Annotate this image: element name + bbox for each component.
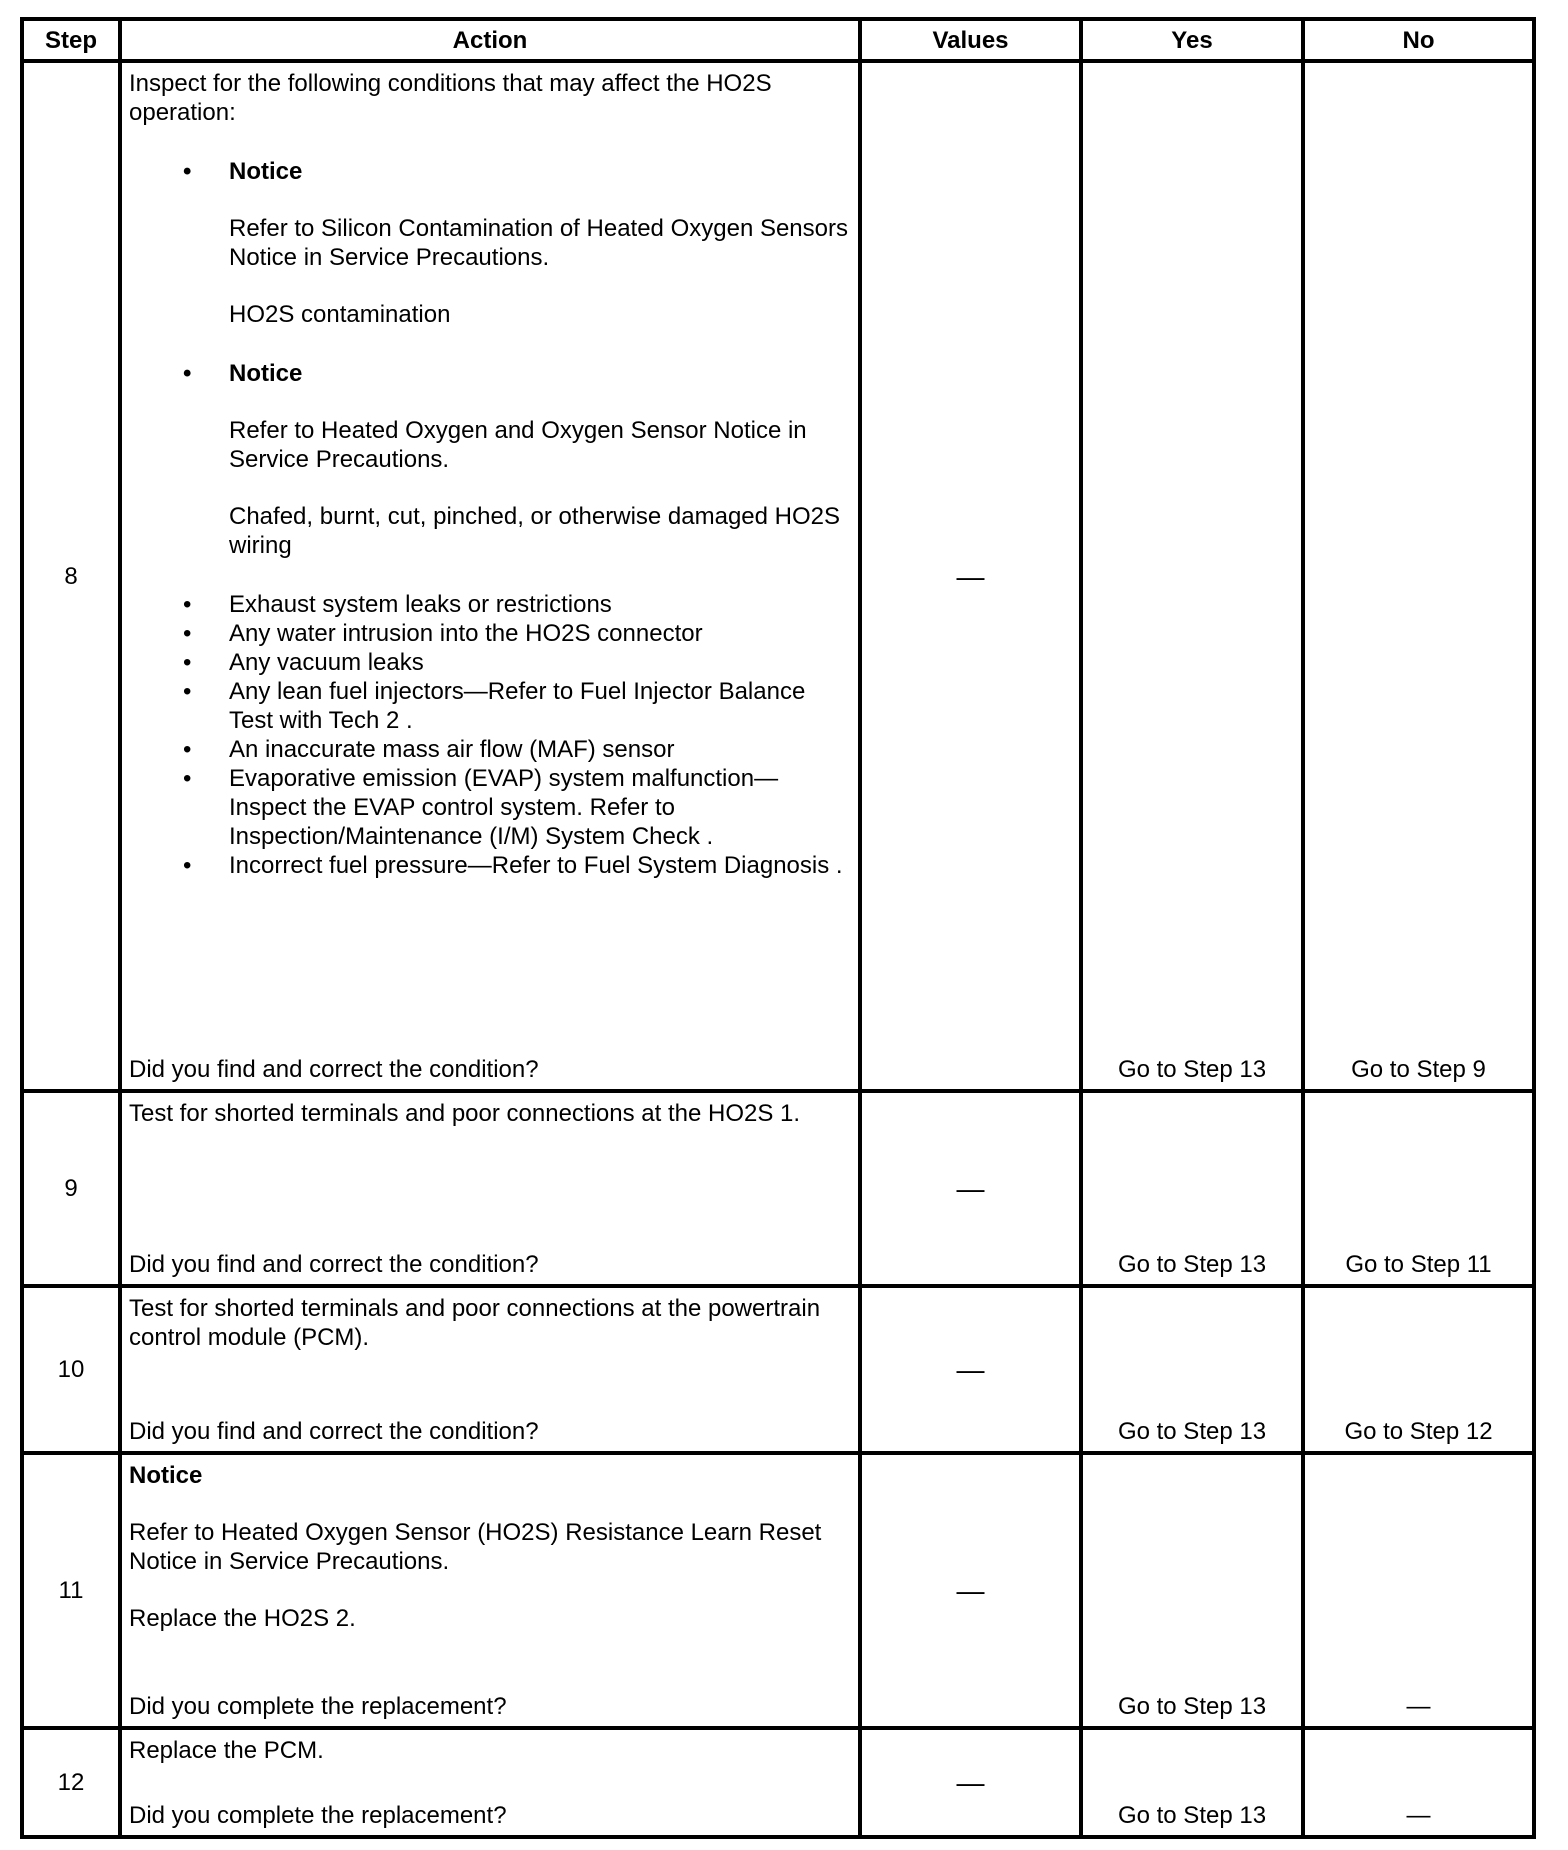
value-cell: — xyxy=(860,61,1081,1091)
step-number: 9 xyxy=(22,1091,120,1286)
notice-label: • Notice xyxy=(129,359,850,388)
yes-cell xyxy=(1081,1286,1303,1453)
action-question: Did you find and correct the condition? xyxy=(129,1056,539,1083)
header-yes: Yes xyxy=(1081,19,1303,61)
condition-item: Chafed, burnt, cut, pinched, or otherwise damaged HO2S wiring xyxy=(229,503,841,559)
action-cell xyxy=(120,1728,860,1837)
step-number: 11 xyxy=(22,1453,120,1728)
notice-label: Notice xyxy=(129,1462,203,1489)
list-item: • Any vacuum leaks xyxy=(129,648,850,677)
step-number: 8 xyxy=(22,61,120,1091)
table-row-step-12 xyxy=(22,1728,1534,1837)
no-result: — xyxy=(1406,1693,1431,1720)
conditions-list xyxy=(129,590,850,880)
action-cell xyxy=(120,1091,860,1286)
condition-item: HO2S contamination xyxy=(229,301,451,328)
no-cell xyxy=(1303,61,1534,1091)
list-item: • Exhaust system leaks or restrictions xyxy=(129,590,850,619)
action-question: Did you find and correct the condition? xyxy=(129,1251,539,1278)
list-item: • An inaccurate mass air flow (MAF) sensor xyxy=(129,735,850,764)
yes-cell xyxy=(1081,1091,1303,1286)
yes-result: Go to Step 13 xyxy=(1117,1418,1267,1445)
table-row-step-9 xyxy=(22,1091,1534,1286)
table-row-step-8 xyxy=(22,61,1534,1091)
yes-result: Go to Step 13 xyxy=(1117,1693,1267,1720)
value-cell: — xyxy=(860,1091,1081,1286)
action-intro: Inspect for the following conditions that may affect the HO2S operation: xyxy=(129,70,772,126)
no-cell xyxy=(1303,1091,1534,1286)
header-no: No xyxy=(1303,19,1534,61)
yes-result: Go to Step 13 xyxy=(1117,1056,1267,1083)
yes-cell xyxy=(1081,61,1303,1091)
action-text: Replace the HO2S 2. xyxy=(129,1605,356,1632)
header-step: Step xyxy=(22,19,120,61)
list-item: • Incorrect fuel pressure—Refer to Fuel System Diagnosis . xyxy=(129,851,850,880)
action-question: Did you complete the replacement? xyxy=(129,1693,507,1720)
notice-label: • Notice xyxy=(129,157,850,186)
no-cell xyxy=(1303,1286,1534,1453)
action-text: Test for shorted terminals and poor connections at the powertrain control module (PCM). xyxy=(129,1295,821,1351)
diagnostic-table xyxy=(20,17,1536,1839)
step-number: 12 xyxy=(22,1728,120,1837)
no-result: Go to Step 9 xyxy=(1351,1056,1486,1083)
notice-list xyxy=(129,359,850,388)
action-cell xyxy=(120,1453,860,1728)
value-cell: — xyxy=(860,1728,1081,1837)
value-cell: — xyxy=(860,1286,1081,1453)
action-cell xyxy=(120,1286,860,1453)
notice-text: Refer to Heated Oxygen Sensor (HO2S) Resistance Learn Reset Notice in Service Precautions. xyxy=(129,1519,822,1575)
action-question: Did you complete the replacement? xyxy=(129,1802,507,1829)
action-cell xyxy=(120,61,860,1091)
list-item: • Any water intrusion into the HO2S connector xyxy=(129,619,850,648)
table-row-step-11 xyxy=(22,1453,1534,1728)
step-number: 10 xyxy=(22,1286,120,1453)
notice-text: Refer to Silicon Contamination of Heated Oxygen Sensors Notice in Service Precautions. xyxy=(229,215,848,271)
no-cell xyxy=(1303,1453,1534,1728)
yes-cell xyxy=(1081,1453,1303,1728)
no-result: — xyxy=(1406,1802,1431,1829)
list-item: • Any lean fuel injectors—Refer to Fuel Injector Balance Test with Tech 2 . xyxy=(129,677,850,735)
table-row-step-10 xyxy=(22,1286,1534,1453)
action-text: Replace the PCM. xyxy=(129,1737,324,1764)
yes-result: Go to Step 13 xyxy=(1117,1251,1267,1278)
no-result: Go to Step 12 xyxy=(1344,1418,1493,1445)
action-text: Test for shorted terminals and poor connections at the HO2S 1. xyxy=(129,1100,801,1127)
notice-list xyxy=(129,157,850,186)
yes-cell xyxy=(1081,1728,1303,1837)
header-action: Action xyxy=(120,19,860,61)
notice-text: Refer to Heated Oxygen and Oxygen Sensor Notice in Service Precautions. xyxy=(229,417,807,473)
no-cell xyxy=(1303,1728,1534,1837)
value-cell: — xyxy=(860,1453,1081,1728)
no-result: Go to Step 11 xyxy=(1345,1251,1492,1278)
list-item: • Evaporative emission (EVAP) system malfunction—Inspect the EVAP control system. Refer to Inspection/Maintenance (I/M) System Check . xyxy=(129,764,850,851)
header-values: Values xyxy=(860,19,1081,61)
header-row xyxy=(22,19,1534,61)
yes-result: Go to Step 13 xyxy=(1117,1802,1267,1829)
action-question: Did you find and correct the condition? xyxy=(129,1418,539,1445)
